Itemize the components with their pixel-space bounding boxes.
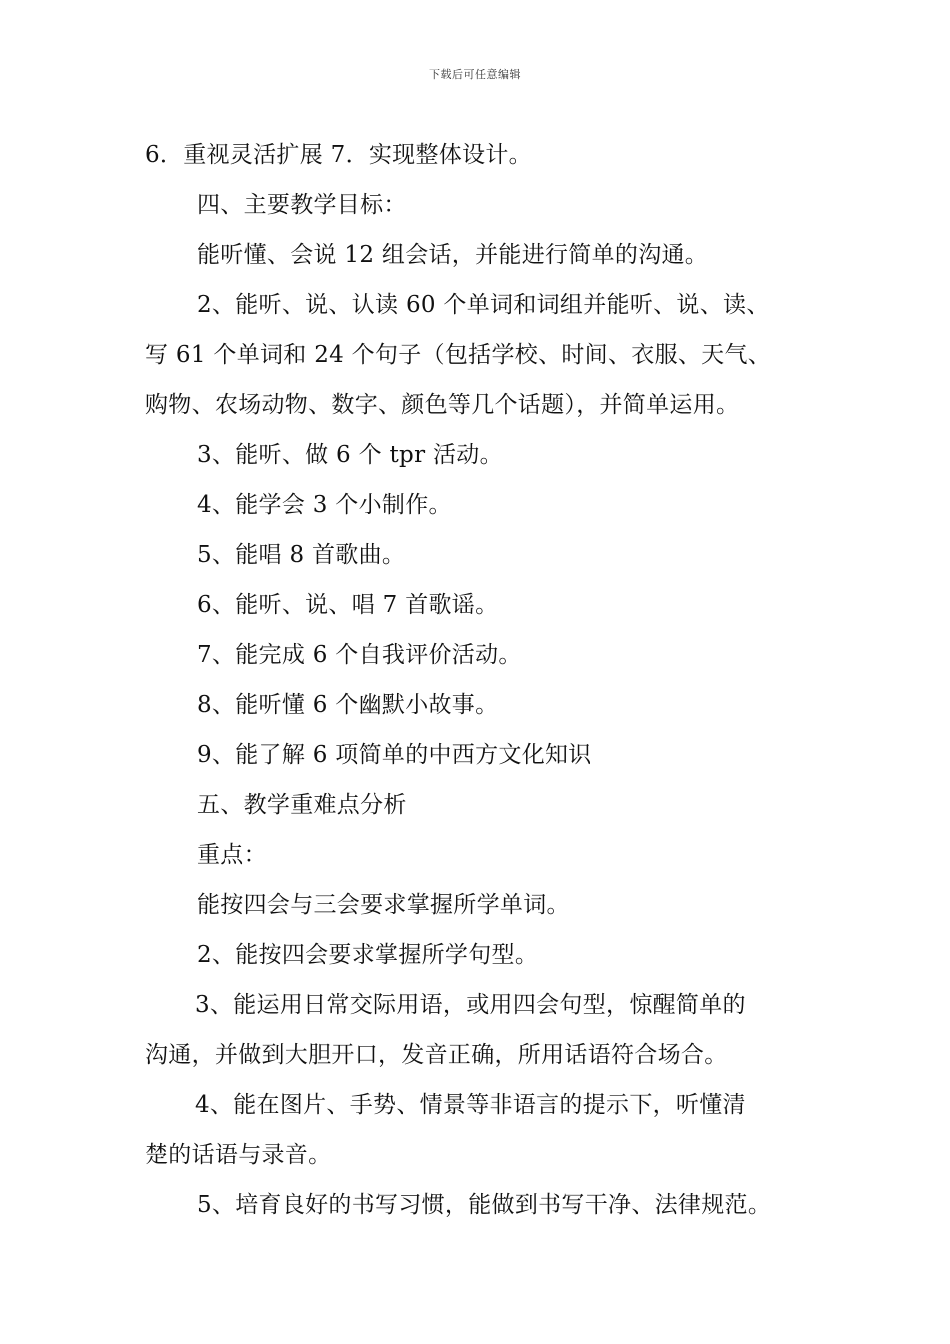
paragraph-line: 能按四会与三会要求掌握所学单词。 <box>197 892 570 918</box>
section-heading: 四、主要教学目标： <box>197 192 407 218</box>
paragraph-line: 2、能听、说、认读 60 个单词和词组并能听、说、读、 <box>197 292 770 318</box>
paragraph-line: 3、能听、做 6 个 tpr 活动。 <box>197 442 503 468</box>
paragraph-line: 能听懂、会说 12 组会话，并能进行简单的沟通。 <box>197 242 709 268</box>
paragraph-line: 4、能在图片、手势、情景等非语言的提示下，听懂清 <box>195 1092 746 1118</box>
paragraph-line: 2、能按四会要求掌握所学句型。 <box>197 942 539 968</box>
paragraph-line: 6、能听、说、唱 7 首歌谣。 <box>197 592 499 618</box>
section-heading: 五、教学重难点分析 <box>197 792 407 818</box>
paragraph-line: 9、能了解 6 项简单的中西方文化知识 <box>197 742 592 768</box>
paragraph-line: 沟通，并做到大胆开口，发音正确，所用话语符合场合。 <box>145 1042 728 1068</box>
paragraph-line: 5、培育良好的书写习惯，能做到书写干净、法律规范。 <box>197 1192 772 1218</box>
paragraph-line: 8、能听懂 6 个幽默小故事。 <box>197 692 499 718</box>
paragraph-line: 4、能学会 3 个小制作。 <box>197 492 452 518</box>
page-header: 下载后可任意编辑 <box>429 68 521 81</box>
subheading: 重点： <box>197 842 267 868</box>
paragraph-line: 楚的话语与录音。 <box>145 1142 332 1168</box>
paragraph-line: 5、能唱 8 首歌曲。 <box>197 542 406 568</box>
paragraph-line: 6．重视灵活扩展 7．实现整体设计。 <box>145 142 532 168</box>
paragraph-line: 7、能完成 6 个自我评价活动。 <box>197 642 522 668</box>
document-body <box>145 130 810 1230</box>
paragraph-line: 写 61 个单词和 24 个句子（包括学校、时间、衣服、天气、 <box>145 342 772 368</box>
paragraph-line: 3、能运用日常交际用语，或用四会句型，惊醒简单的 <box>195 992 746 1018</box>
paragraph-line: 购物、农场动物、数字、颜色等几个话题），并简单运用。 <box>145 392 740 418</box>
